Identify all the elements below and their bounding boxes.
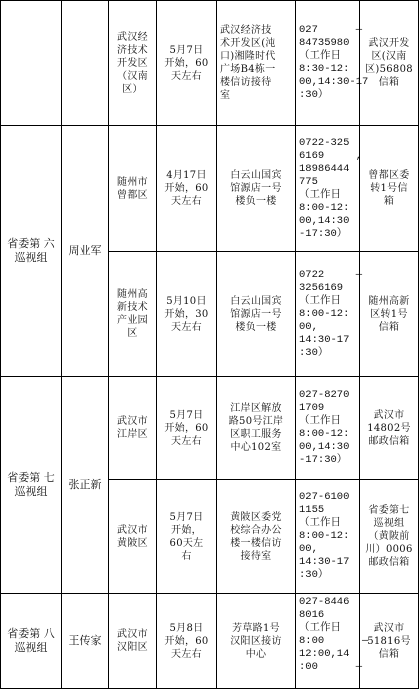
- mailbox-cell: 武汉开发 区(汉南 区)56808 信箱: [359, 0, 419, 126]
- time-cell: 5月7日 开始，60 天左右: [156, 0, 217, 126]
- phone-cell: 0722 — 3256169 （工作日 8:00-12: 00, 14:30-17 :30）: [295, 251, 360, 377]
- mailbox-cell: 武汉市 14802号 邮政信箱: [359, 376, 419, 480]
- group-cell-eighth: 省委第 八 巡视组: [0, 593, 62, 689]
- address-cell: 黄陂区委党 校综合办公 楼一楼信访 接待室: [216, 479, 296, 594]
- phone-cell: 0722-325 6169 , 18986444 775 （工作日 8:00-12: 00,14:30 -17:30）: [295, 125, 360, 252]
- address-cell: 白云山国宾 馆源店一号 楼负一楼: [216, 125, 296, 252]
- phone-cell: 027-8446 8016 （工作日 8:00 — 12:00,14 :00 —: [295, 593, 360, 689]
- area-cell: 武汉市 黄陂区: [108, 479, 157, 594]
- leader-cell-zhang: 张正新: [61, 376, 109, 594]
- address-cell: 武汉经济技 术开发区(沌 口)湘隆时代 广场B4栋一 楼信访接待 室: [216, 0, 296, 126]
- time-cell: 4月17日 开始，60 天左右: [156, 125, 217, 252]
- group-cell-seventh: 省委第 七 巡视组: [0, 376, 62, 594]
- group-cell-empty: [0, 0, 62, 126]
- time-cell: 5月8日 开始，60 天左右: [156, 593, 217, 689]
- area-cell: 武汉经 济技术 开发区 （汉南 区）: [108, 0, 157, 126]
- area-cell: 武汉市 汉阳区: [108, 593, 157, 689]
- address-cell: 江岸区解放 路50号江岸 区职工服务 中心102室: [216, 376, 296, 480]
- time-cell: 5月7日 开始，60 天左右: [156, 376, 217, 480]
- time-cell: 5月7日 开始， 60天左 右: [156, 479, 217, 594]
- mailbox-cell: 武汉市 51816号 信箱: [359, 593, 419, 689]
- phone-cell: 027-6100 1155 （工作日 8:00-12: 00, 14:30-17 :30）: [295, 479, 360, 594]
- leader-cell-zhou: 周业军: [61, 125, 109, 377]
- area-cell: 随州高 新技术 产业园 区: [108, 251, 157, 377]
- area-cell: 随州市 曾都区: [108, 125, 157, 252]
- mailbox-cell: 随州高新 区转1号 信箱: [359, 251, 419, 377]
- mailbox-cell: 曾都区委 转1号信 箱: [359, 125, 419, 252]
- time-cell: 5月10日 开始，30 天左右: [156, 251, 217, 377]
- leader-cell-wang: 王传家: [61, 593, 109, 689]
- group-cell-sixth: 省委第 六 巡视组: [0, 125, 62, 377]
- mailbox-cell: 省委第七 巡视组 （黄陂前 川）0006 邮政信箱: [359, 479, 419, 594]
- area-cell: 武汉市 江岸区: [108, 376, 157, 480]
- address-cell: 芳草路1号 汉阳区接访 中心: [216, 593, 296, 689]
- phone-cell: 027-8270 1709 （工作日 8:00-12: 00,14:30 -17:30）: [295, 376, 360, 480]
- phone-cell: 027 — 84735980 （工作日 8:30-12: 00,14:30-17 :30）: [295, 0, 360, 126]
- address-cell: 白云山国宾 馆源店一号 楼负一楼: [216, 251, 296, 377]
- leader-cell-empty: [61, 0, 109, 126]
